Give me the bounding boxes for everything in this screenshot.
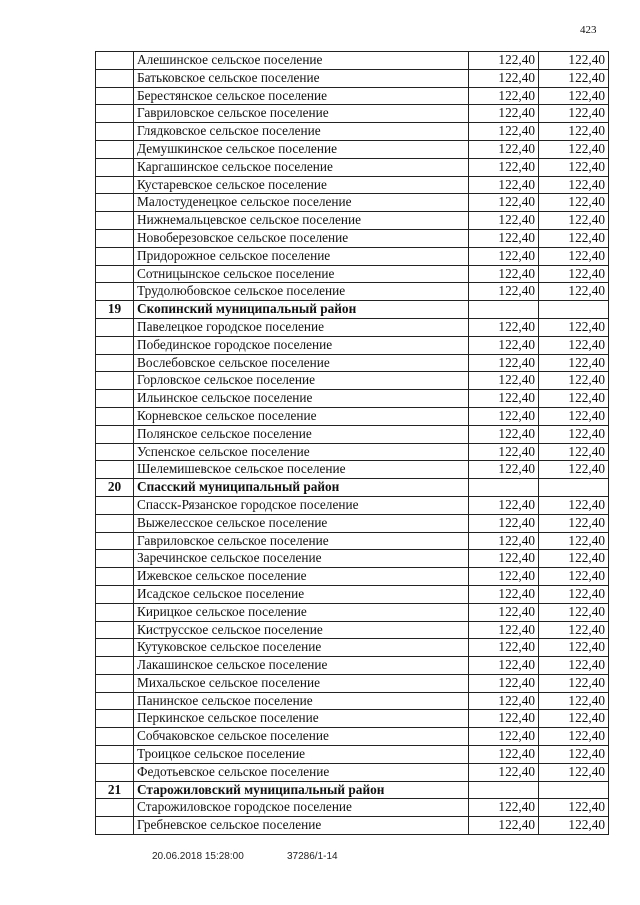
settlement-name: Успенское сельское поселение — [134, 443, 469, 461]
settlement-name: Придорожное сельское поселение — [134, 247, 469, 265]
value-col-2: 122,40 — [539, 585, 609, 603]
value-col-2: 122,40 — [539, 746, 609, 764]
settlement-name: Федотьевское сельское поселение — [134, 763, 469, 781]
value-col-2: 122,40 — [539, 283, 609, 301]
row-number — [96, 585, 134, 603]
page-number: 423 — [580, 24, 597, 36]
settlement-name: Павелецкое городское поселение — [134, 318, 469, 336]
settlement-row — [96, 265, 609, 283]
settlement-row — [96, 710, 609, 728]
value-col-2: 122,40 — [539, 568, 609, 586]
row-number — [96, 746, 134, 764]
value-col-1: 122,40 — [469, 728, 539, 746]
value-col-1: 122,40 — [469, 158, 539, 176]
row-number — [96, 639, 134, 657]
settlement-row — [96, 283, 609, 301]
value-col-1: 122,40 — [469, 799, 539, 817]
value-col-2 — [539, 301, 609, 319]
value-col-2: 122,40 — [539, 105, 609, 123]
row-number — [96, 514, 134, 532]
value-col-1 — [469, 301, 539, 319]
value-col-1: 122,40 — [469, 229, 539, 247]
settlement-name: Ижевское сельское поселение — [134, 568, 469, 586]
settlement-row — [96, 674, 609, 692]
row-number — [96, 496, 134, 514]
value-col-2: 122,40 — [539, 354, 609, 372]
row-number: 21 — [96, 781, 134, 799]
value-col-1: 122,40 — [469, 585, 539, 603]
value-col-2: 122,40 — [539, 52, 609, 70]
value-col-1: 122,40 — [469, 372, 539, 390]
value-col-1: 122,40 — [469, 657, 539, 675]
value-col-1: 122,40 — [469, 105, 539, 123]
value-col-2: 122,40 — [539, 639, 609, 657]
row-number — [96, 657, 134, 675]
value-col-1 — [469, 479, 539, 497]
settlement-name: Малостуденецкое сельское поселение — [134, 194, 469, 212]
row-number — [96, 692, 134, 710]
row-number — [96, 550, 134, 568]
value-col-1: 122,40 — [469, 336, 539, 354]
value-col-1: 122,40 — [469, 461, 539, 479]
value-col-2: 122,40 — [539, 692, 609, 710]
value-col-2: 122,40 — [539, 657, 609, 675]
value-col-1: 122,40 — [469, 283, 539, 301]
value-col-1: 122,40 — [469, 496, 539, 514]
value-col-1: 122,40 — [469, 639, 539, 657]
row-number — [96, 407, 134, 425]
settlement-row — [96, 105, 609, 123]
settlement-row — [96, 176, 609, 194]
value-col-2: 122,40 — [539, 514, 609, 532]
row-number: 19 — [96, 301, 134, 319]
value-col-1: 122,40 — [469, 390, 539, 408]
settlement-row — [96, 194, 609, 212]
row-number — [96, 212, 134, 230]
settlement-row — [96, 212, 609, 230]
row-number — [96, 621, 134, 639]
row-number — [96, 799, 134, 817]
value-col-2: 122,40 — [539, 336, 609, 354]
value-col-2: 122,40 — [539, 621, 609, 639]
value-col-1: 122,40 — [469, 603, 539, 621]
settlement-row — [96, 496, 609, 514]
table-body — [96, 52, 609, 835]
settlement-row — [96, 425, 609, 443]
settlement-row — [96, 407, 609, 425]
value-col-1: 122,40 — [469, 407, 539, 425]
settlement-name: Киструсское сельское поселение — [134, 621, 469, 639]
district-row — [96, 479, 609, 497]
value-col-1: 122,40 — [469, 247, 539, 265]
value-col-1: 122,40 — [469, 265, 539, 283]
settlement-row — [96, 763, 609, 781]
row-number — [96, 354, 134, 372]
value-col-2: 122,40 — [539, 496, 609, 514]
value-col-2: 122,40 — [539, 674, 609, 692]
value-col-1: 122,40 — [469, 87, 539, 105]
row-number — [96, 425, 134, 443]
value-col-2: 122,40 — [539, 799, 609, 817]
value-col-2: 122,40 — [539, 390, 609, 408]
settlement-name: Спасский муниципальный район — [134, 479, 469, 497]
value-col-2: 122,40 — [539, 87, 609, 105]
value-col-2: 122,40 — [539, 817, 609, 835]
value-col-2 — [539, 479, 609, 497]
row-number — [96, 247, 134, 265]
settlement-name: Нижнемальцевское сельское поселение — [134, 212, 469, 230]
row-number: 20 — [96, 479, 134, 497]
footer-timestamp: 20.06.2018 15:28:00 — [152, 851, 244, 862]
value-col-1: 122,40 — [469, 176, 539, 194]
row-number — [96, 318, 134, 336]
settlement-row — [96, 229, 609, 247]
value-col-2: 122,40 — [539, 158, 609, 176]
row-number — [96, 194, 134, 212]
settlement-name: Скопинский муниципальный район — [134, 301, 469, 319]
row-number — [96, 283, 134, 301]
settlement-name: Глядковское сельское поселение — [134, 123, 469, 141]
settlement-name: Батьковское сельское поселение — [134, 69, 469, 87]
settlement-name: Гребневское сельское поселение — [134, 817, 469, 835]
settlement-name: Кутуковское сельское поселение — [134, 639, 469, 657]
value-col-2: 122,40 — [539, 123, 609, 141]
settlement-row — [96, 514, 609, 532]
value-col-2: 122,40 — [539, 710, 609, 728]
row-number — [96, 568, 134, 586]
row-number — [96, 728, 134, 746]
settlement-row — [96, 354, 609, 372]
value-col-1: 122,40 — [469, 443, 539, 461]
value-col-1: 122,40 — [469, 194, 539, 212]
settlement-name: Панинское сельское поселение — [134, 692, 469, 710]
settlement-row — [96, 69, 609, 87]
district-row — [96, 301, 609, 319]
value-col-2: 122,40 — [539, 443, 609, 461]
settlement-row — [96, 123, 609, 141]
settlement-name: Кустаревское сельское поселение — [134, 176, 469, 194]
value-col-1: 122,40 — [469, 621, 539, 639]
value-col-1: 122,40 — [469, 763, 539, 781]
settlement-name: Троицкое сельское поселение — [134, 746, 469, 764]
row-number — [96, 817, 134, 835]
footer-document-code: 37286/1-14 — [287, 851, 338, 862]
row-number — [96, 390, 134, 408]
settlement-row — [96, 140, 609, 158]
row-number — [96, 372, 134, 390]
settlement-name: Демушкинское сельское поселение — [134, 140, 469, 158]
settlement-row — [96, 603, 609, 621]
row-number — [96, 176, 134, 194]
settlement-name: Ильинское сельское поселение — [134, 390, 469, 408]
settlement-name: Вослебовское сельское поселение — [134, 354, 469, 372]
value-col-1: 122,40 — [469, 318, 539, 336]
settlement-name: Гавриловское сельское поселение — [134, 532, 469, 550]
value-col-1: 122,40 — [469, 550, 539, 568]
settlement-row — [96, 639, 609, 657]
settlement-name: Корневское сельское поселение — [134, 407, 469, 425]
settlement-name: Выжелесское сельское поселение — [134, 514, 469, 532]
settlement-name: Кирицкое сельское поселение — [134, 603, 469, 621]
settlement-name: Шелемишевское сельское поселение — [134, 461, 469, 479]
settlement-row — [96, 692, 609, 710]
settlement-row — [96, 318, 609, 336]
settlement-row — [96, 621, 609, 639]
row-number — [96, 123, 134, 141]
value-col-2: 122,40 — [539, 763, 609, 781]
settlement-row — [96, 585, 609, 603]
value-col-1: 122,40 — [469, 212, 539, 230]
value-col-2: 122,40 — [539, 425, 609, 443]
value-col-2: 122,40 — [539, 461, 609, 479]
value-col-2: 122,40 — [539, 372, 609, 390]
settlement-row — [96, 568, 609, 586]
value-col-1: 122,40 — [469, 674, 539, 692]
settlement-name: Заречинское сельское поселение — [134, 550, 469, 568]
value-col-1: 122,40 — [469, 710, 539, 728]
settlement-name: Сотницынское сельское поселение — [134, 265, 469, 283]
settlement-row — [96, 550, 609, 568]
settlement-name: Собчаковское сельское поселение — [134, 728, 469, 746]
value-col-1: 122,40 — [469, 354, 539, 372]
settlement-row — [96, 657, 609, 675]
settlement-row — [96, 532, 609, 550]
value-col-1: 122,40 — [469, 692, 539, 710]
row-number — [96, 52, 134, 70]
row-number — [96, 158, 134, 176]
value-col-1: 122,40 — [469, 817, 539, 835]
value-col-2: 122,40 — [539, 140, 609, 158]
row-number — [96, 443, 134, 461]
settlement-row — [96, 390, 609, 408]
value-col-2: 122,40 — [539, 603, 609, 621]
settlement-name: Михальское сельское поселение — [134, 674, 469, 692]
value-col-1: 122,40 — [469, 425, 539, 443]
value-col-1: 122,40 — [469, 746, 539, 764]
settlement-name: Новоберезовское сельское поселение — [134, 229, 469, 247]
value-col-2: 122,40 — [539, 407, 609, 425]
settlement-row — [96, 799, 609, 817]
district-row — [96, 781, 609, 799]
row-number — [96, 461, 134, 479]
settlement-name: Исадское сельское поселение — [134, 585, 469, 603]
settlement-row — [96, 87, 609, 105]
value-col-1: 122,40 — [469, 69, 539, 87]
row-number — [96, 674, 134, 692]
settlement-name: Каргашинское сельское поселение — [134, 158, 469, 176]
row-number — [96, 140, 134, 158]
value-col-1: 122,40 — [469, 532, 539, 550]
settlement-row — [96, 746, 609, 764]
settlement-row — [96, 158, 609, 176]
value-col-2: 122,40 — [539, 176, 609, 194]
settlement-name: Горловское сельское поселение — [134, 372, 469, 390]
settlement-row — [96, 247, 609, 265]
settlement-row — [96, 728, 609, 746]
settlement-name: Побединское городское поселение — [134, 336, 469, 354]
row-number — [96, 532, 134, 550]
tariff-table — [95, 51, 609, 835]
value-col-1: 122,40 — [469, 52, 539, 70]
row-number — [96, 336, 134, 354]
value-col-2: 122,40 — [539, 194, 609, 212]
settlement-row — [96, 336, 609, 354]
settlement-name: Старожиловское городское поселение — [134, 799, 469, 817]
settlement-name: Перкинское сельское поселение — [134, 710, 469, 728]
row-number — [96, 763, 134, 781]
settlement-row — [96, 52, 609, 70]
value-col-2: 122,40 — [539, 247, 609, 265]
value-col-2: 122,40 — [539, 229, 609, 247]
value-col-2: 122,40 — [539, 318, 609, 336]
settlement-name: Полянское сельское поселение — [134, 425, 469, 443]
row-number — [96, 87, 134, 105]
row-number — [96, 229, 134, 247]
settlement-name: Берестянское сельское поселение — [134, 87, 469, 105]
settlement-row — [96, 372, 609, 390]
row-number — [96, 603, 134, 621]
value-col-2: 122,40 — [539, 265, 609, 283]
settlement-name: Старожиловский муниципальный район — [134, 781, 469, 799]
settlement-row — [96, 461, 609, 479]
value-col-2: 122,40 — [539, 532, 609, 550]
value-col-2 — [539, 781, 609, 799]
settlement-row — [96, 817, 609, 835]
value-col-2: 122,40 — [539, 728, 609, 746]
value-col-1: 122,40 — [469, 140, 539, 158]
settlement-name: Гавриловское сельское поселение — [134, 105, 469, 123]
settlement-name: Алешинское сельское поселение — [134, 52, 469, 70]
row-number — [96, 105, 134, 123]
value-col-1: 122,40 — [469, 514, 539, 532]
value-col-2: 122,40 — [539, 212, 609, 230]
row-number — [96, 710, 134, 728]
value-col-1: 122,40 — [469, 123, 539, 141]
row-number — [96, 69, 134, 87]
value-col-2: 122,40 — [539, 550, 609, 568]
settlement-name: Трудолюбовское сельское поселение — [134, 283, 469, 301]
value-col-1: 122,40 — [469, 568, 539, 586]
value-col-1 — [469, 781, 539, 799]
row-number — [96, 265, 134, 283]
settlement-name: Спасск-Рязанское городское поселение — [134, 496, 469, 514]
value-col-2: 122,40 — [539, 69, 609, 87]
settlement-row — [96, 443, 609, 461]
settlement-name: Лакашинское сельское поселение — [134, 657, 469, 675]
